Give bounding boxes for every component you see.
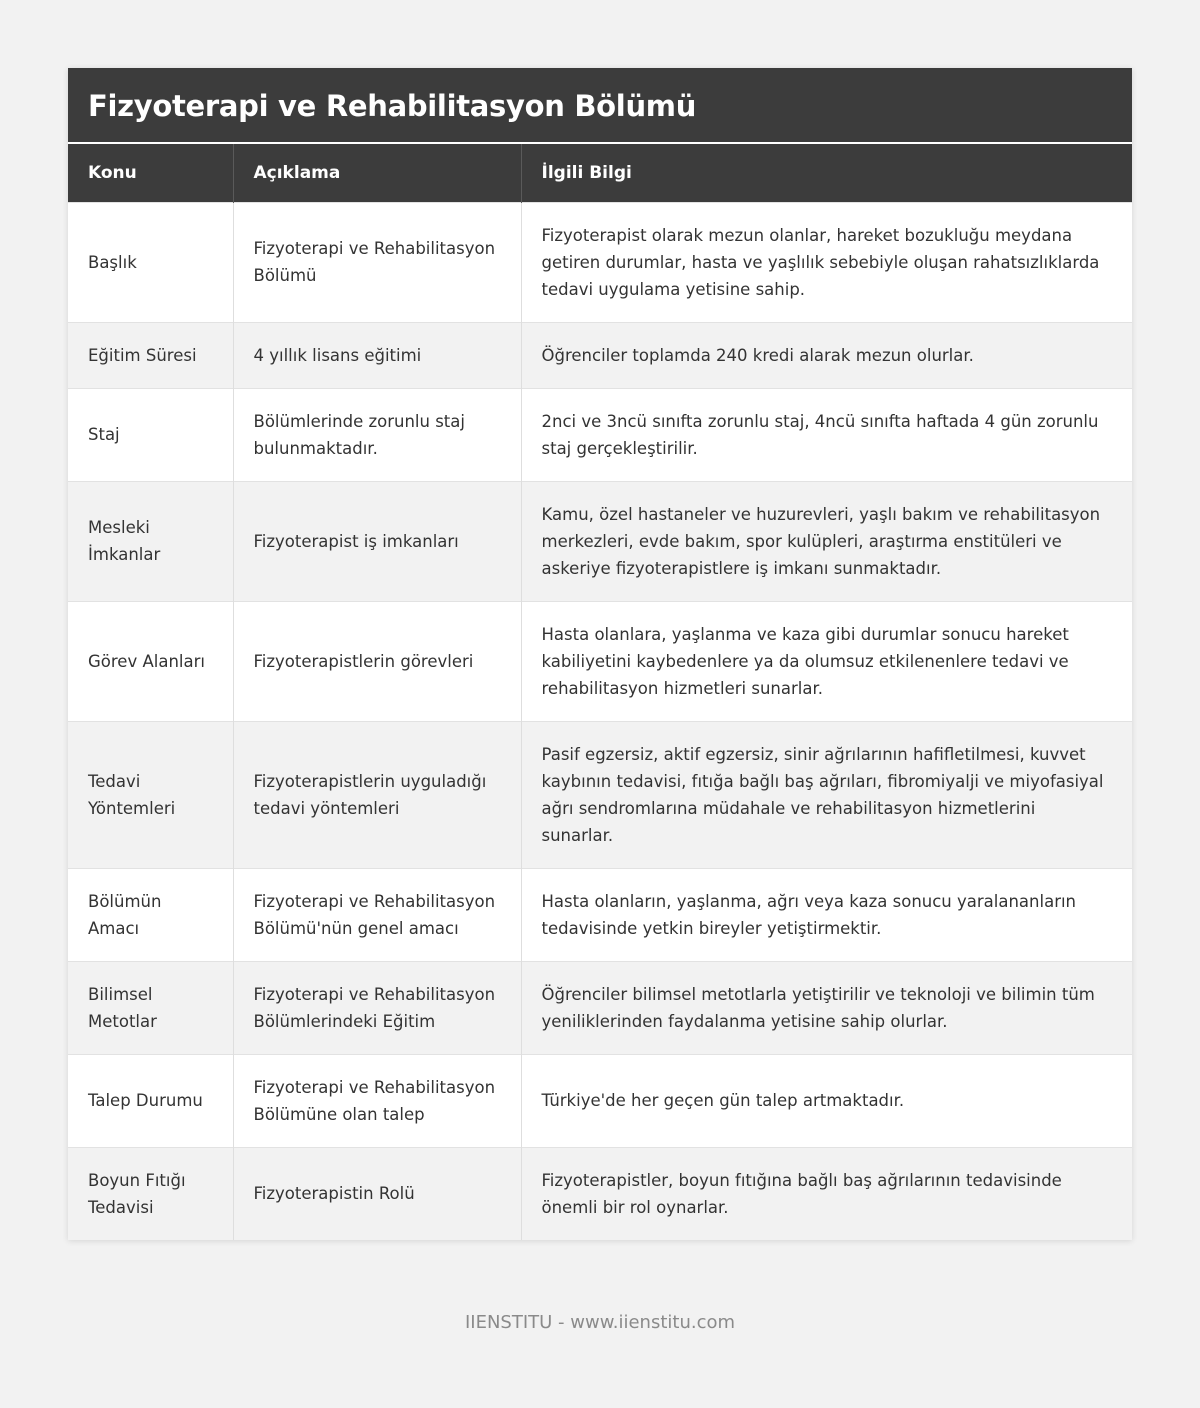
cell-ilgili-bilgi: Öğrenciler bilimsel metotlarla yetiştirilir ve teknoloji ve bilimin tüm yeniliklerinden faydalanma yetisine sahip olurlar. (521, 961, 1132, 1054)
cell-aciklama: Fizyoterapist iş imkanları (233, 481, 521, 601)
table-row (68, 322, 1132, 388)
table-row (68, 481, 1132, 601)
column-header-konu: Konu (68, 144, 233, 202)
table-row (68, 961, 1132, 1054)
cell-ilgili-bilgi: 2nci ve 3ncü sınıfta zorunlu staj, 4ncü sınıfta haftada 4 gün zorunlu staj gerçekleştirilir. (521, 388, 1132, 481)
cell-konu: Staj (68, 388, 233, 481)
cell-aciklama: Fizyoterapistlerin görevleri (233, 601, 521, 721)
cell-aciklama: Fizyoterapi ve Rehabilitasyon Bölümlerindeki Eğitim (233, 961, 521, 1054)
cell-ilgili-bilgi: Türkiye'de her geçen gün talep artmaktadır. (521, 1054, 1132, 1147)
table-row (68, 601, 1132, 721)
cell-ilgili-bilgi: Hasta olanlara, yaşlanma ve kaza gibi durumlar sonucu hareket kabiliyetini kaybedenlere ya da olumsuz etkilenenlere tedavi ve rehabilitasyon hizmetleri sunarlar. (521, 601, 1132, 721)
header-row (68, 144, 1132, 202)
cell-konu: Boyun Fıtığı Tedavisi (68, 1147, 233, 1240)
cell-ilgili-bilgi: Fizyoterapist olarak mezun olanlar, hareket bozukluğu meydana getiren durumlar, hasta ve yaşlılık sebebiyle oluşan rahatsızlıklarda tedavi uygulama yetisine sahip. (521, 202, 1132, 322)
cell-aciklama: Bölümlerinde zorunlu staj bulunmaktadır. (233, 388, 521, 481)
cell-konu: Görev Alanları (68, 601, 233, 721)
table-row (68, 868, 1132, 961)
table-row (68, 388, 1132, 481)
cell-ilgili-bilgi: Fizyoterapistler, boyun fıtığına bağlı baş ağrılarının tedavisinde önemli bir rol oynarlar. (521, 1147, 1132, 1240)
cell-ilgili-bilgi: Öğrenciler toplamda 240 kredi alarak mezun olurlar. (521, 322, 1132, 388)
table-row (68, 1147, 1132, 1240)
cell-ilgili-bilgi: Hasta olanların, yaşlanma, ağrı veya kaza sonucu yaralananların tedavisinde yetkin bireyler yetiştirmektir. (521, 868, 1132, 961)
column-header-aciklama: Açıklama (233, 144, 521, 202)
cell-konu: Talep Durumu (68, 1054, 233, 1147)
info-table (68, 144, 1132, 1240)
table-title: Fizyoterapi ve Rehabilitasyon Bölümü (68, 68, 1132, 144)
cell-konu: Eğitim Süresi (68, 322, 233, 388)
cell-aciklama: Fizyoterapi ve Rehabilitasyon Bölümüne olan talep (233, 1054, 521, 1147)
cell-ilgili-bilgi: Kamu, özel hastaneler ve huzurevleri, yaşlı bakım ve rehabilitasyon merkezleri, evde bakım, spor kulüpleri, araştırma enstitüleri ve askeriye fizyoterapistlere iş imkanı sunmaktadır. (521, 481, 1132, 601)
cell-aciklama: Fizyoterapistlerin uyguladığı tedavi yöntemleri (233, 721, 521, 868)
cell-aciklama: Fizyoterapistin Rolü (233, 1147, 521, 1240)
column-header-ilgili-bilgi: İlgili Bilgi (521, 144, 1132, 202)
cell-aciklama: Fizyoterapi ve Rehabilitasyon Bölümü (233, 202, 521, 322)
cell-konu: Bölümün Amacı (68, 868, 233, 961)
cell-konu: Başlık (68, 202, 233, 322)
table-row (68, 721, 1132, 868)
cell-aciklama: 4 yıllık lisans eğitimi (233, 322, 521, 388)
cell-konu: Bilimsel Metotlar (68, 961, 233, 1054)
cell-ilgili-bilgi: Pasif egzersiz, aktif egzersiz, sinir ağrılarının hafifletilmesi, kuvvet kaybının tedavisi, fıtığa bağlı baş ağrıları, fibromiyalji ve miyofasiyal ağrı sendromlarına müdahale ve rehabilitasyon hizmetlerini sunarlar. (521, 721, 1132, 868)
table-row (68, 202, 1132, 322)
footer-credit: IIENSTITU - www.iienstitu.com (464, 1312, 736, 1333)
table-card (68, 68, 1132, 1240)
table-row (68, 1054, 1132, 1147)
cell-konu: Mesleki İmkanlar (68, 481, 233, 601)
cell-konu: Tedavi Yöntemleri (68, 721, 233, 868)
cell-aciklama: Fizyoterapi ve Rehabilitasyon Bölümü'nün genel amacı (233, 868, 521, 961)
